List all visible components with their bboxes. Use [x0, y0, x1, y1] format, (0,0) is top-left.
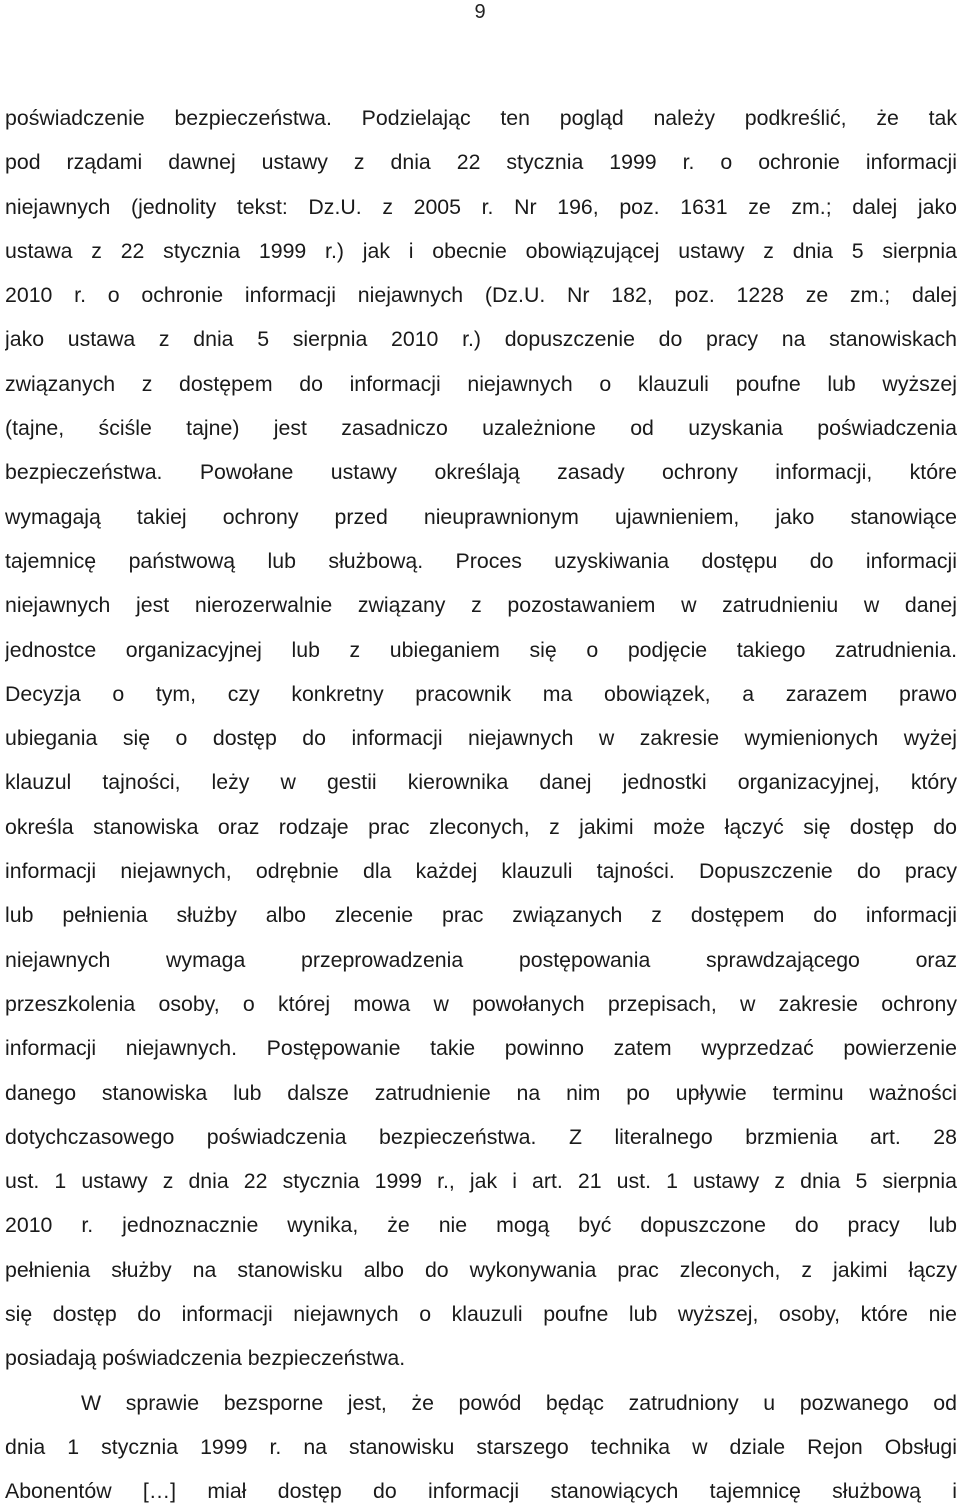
text-line: posiadają poświadczenia bezpieczeństwa.: [5, 1346, 406, 1371]
text-line: tajemnicę państwową lub służbową. Proces uzyskiwania dostępu do informacji: [5, 548, 957, 573]
text-line: Abonentów […] miał dostęp do informacji stanowiących tajemnicę służbową i: [5, 1479, 957, 1504]
text-line: przeszkolenia osoby, o której mowa w powołanych przepisach, w zakresie ochrony: [5, 991, 957, 1016]
text-line: wymagają takiej ochrony przed nieuprawnionym ujawnieniem, jako stanowiące: [5, 504, 957, 529]
text-line: poświadczenie bezpieczeństwa. Podzielając ten pogląd należy podkreślić, że tak: [5, 106, 957, 130]
text-line: 2010 r. o ochronie informacji niejawnych (Dz.U. Nr 182, poz. 1228 ze zm.; dalej: [5, 283, 957, 308]
text-line: ust. 1 ustawy z dnia 22 stycznia 1999 r., jak i art. 21 ust. 1 ustawy z dnia 5 sierpnia: [5, 1169, 957, 1194]
text-line: niejawnych jest nierozerwalnie związany z pozostawaniem w zatrudnieniu w danej: [5, 593, 957, 618]
text-line: informacji niejawnych, odrębnie dla każdej klauzuli tajności. Dopuszczenie do pracy: [5, 859, 957, 884]
text-line: pełnienia służby na stanowisku albo do wykonywania prac zleconych, z jakimi łączy: [5, 1257, 957, 1282]
text-line: się dostęp do informacji niejawnych o klauzuli poufne lub wyższej, osoby, które nie: [5, 1302, 957, 1327]
text-line: jednostce organizacyjnej lub z ubieganiem się o podjęcie takiego zatrudnienia.: [5, 637, 957, 662]
text-line: niejawnych (jednolity tekst: Dz.U. z 2005 r. Nr 196, poz. 1631 ze zm.; dalej jako: [5, 194, 957, 219]
text-line: związanych z dostępem do informacji niejawnych o klauzuli poufne lub wyższej: [5, 371, 957, 396]
text-line: klauzul tajności, leży w gestii kierownika danej jednostki organizacyjnej, który: [5, 770, 957, 795]
text-line: dnia 1 stycznia 1999 r. na stanowisku starszego technika w dziale Rejon Obsługi: [5, 1434, 957, 1459]
text-line: W sprawie bezsporne jest, że powód będąc zatrudniony u pozwanego od: [81, 1390, 957, 1415]
page-number: 9: [474, 1, 486, 23]
text-line: Decyzja o tym, czy konkretny pracownik ma obowiązek, a zarazem prawo: [5, 681, 957, 706]
text-line: bezpieczeństwa. Powołane ustawy określają zasady ochrony informacji, które: [5, 460, 957, 485]
text-line: niejawnych wymaga przeprowadzenia postępowania sprawdzającego oraz: [5, 947, 957, 972]
paragraph-1: [5, 96, 957, 1381]
document-body: [5, 96, 957, 1505]
text-line: lub pełnienia służby albo zlecenie prac związanych z dostępem do informacji: [5, 903, 957, 928]
text-line: ubiegania się o dostęp do informacji niejawnych w zakresie wymienionych wyżej: [5, 726, 957, 751]
text-line: pod rządami dawnej ustawy z dnia 22 stycznia 1999 r. o ochronie informacji: [5, 150, 957, 175]
text-line: dotychczasowego poświadczenia bezpieczeństwa. Z literalnego brzmienia art. 28: [5, 1124, 957, 1149]
text-line: 2010 r. jednoznacznie wynika, że nie mogą być dopuszczone do pracy lub: [5, 1213, 957, 1238]
text-line: jako ustawa z dnia 5 sierpnia 2010 r.) dopuszczenie do pracy na stanowiskach: [5, 327, 957, 352]
text-line: (tajne, ściśle tajne) jest zasadniczo uzależnione od uzyskania poświadczenia: [5, 416, 957, 441]
text-line: informacji niejawnych. Postępowanie takie powinno zatem wyprzedzać powierzenie: [5, 1036, 957, 1061]
text-line: określa stanowiska oraz rodzaje prac zleconych, z jakimi może łączyć się dostęp do: [5, 814, 957, 839]
text-line: danego stanowiska lub dalsze zatrudnienie na nim po upływie terminu ważności: [5, 1080, 957, 1105]
paragraph-2: [5, 1381, 957, 1506]
text-line: ustawa z 22 stycznia 1999 r.) jak i obecnie obowiązującej ustawy z dnia 5 sierpnia: [5, 238, 957, 263]
